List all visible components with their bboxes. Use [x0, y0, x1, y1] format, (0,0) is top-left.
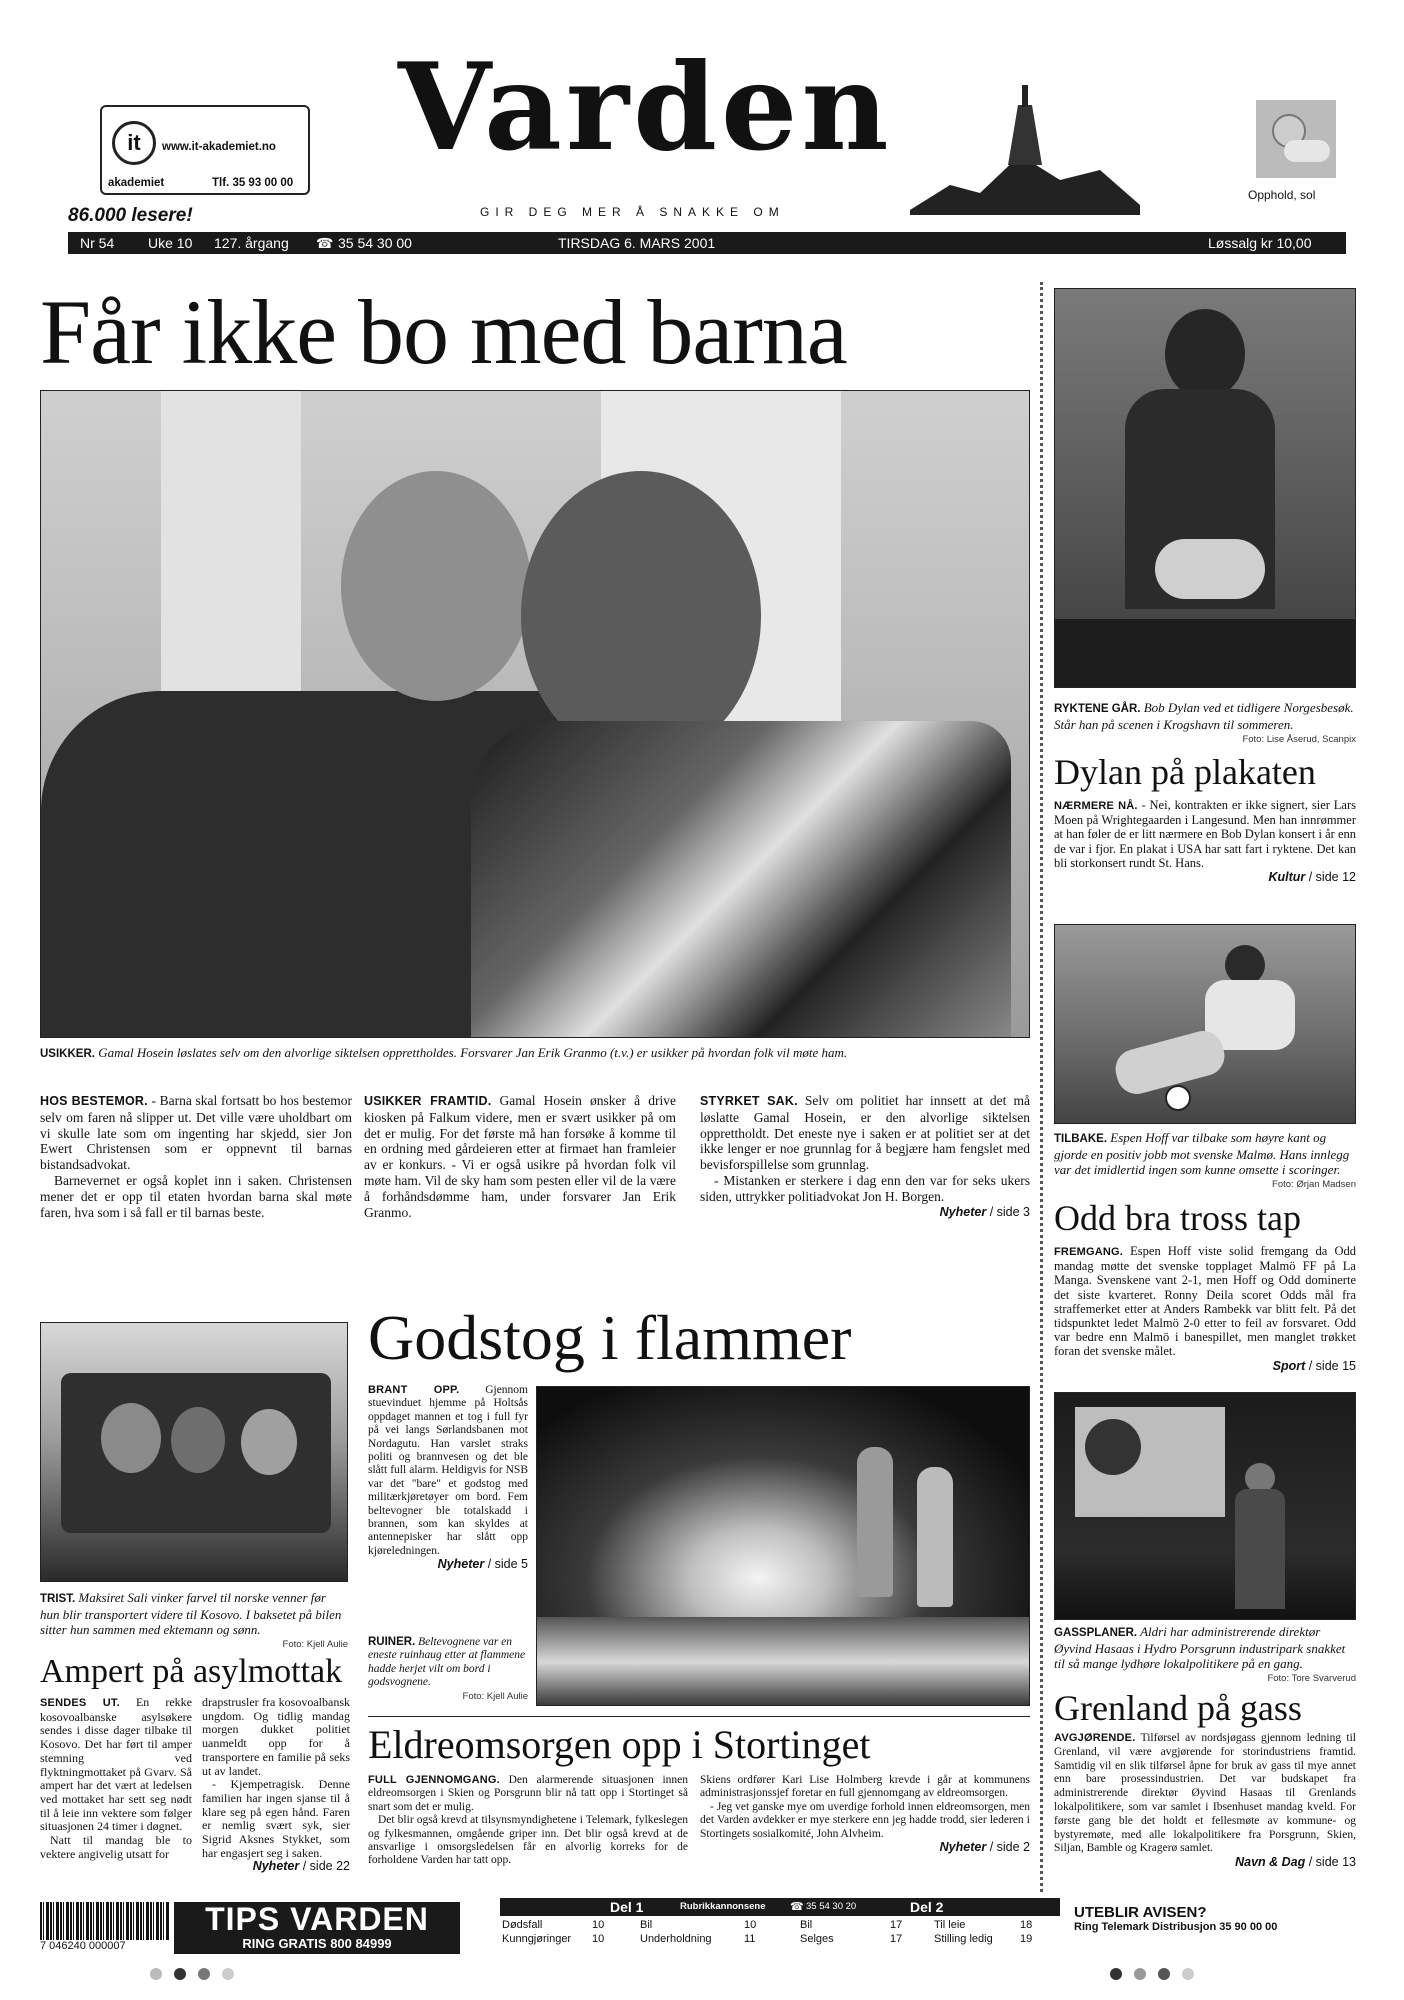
asyl-ref-section: Nyheter [252, 1859, 300, 1874]
toc-row[interactable] [796, 1918, 906, 1932]
toc-label: Underholdning [640, 1933, 712, 1945]
odd-caption [1054, 1130, 1356, 1192]
lead-photo [40, 390, 1030, 1038]
asyl-ref-page: / side 22 [302, 1859, 350, 1874]
toc-group-2 [636, 1918, 760, 1946]
toc-row[interactable] [636, 1932, 760, 1946]
asyl-caption-text: Maksiret Sali vinker farvel til norske venner før hun blir transportert videre til Kosovo. I baksetet på bilen sitter hun sammen med ektemann og sønn. [40, 1590, 342, 1637]
asyl-lead: SENDES UT. [40, 1697, 120, 1709]
lead-col-2 [364, 1093, 676, 1220]
godstog-caption-text: Beltevognene var en eneste ruinhaug etter at flammene hadde herjet vilt om bord i godsvognene. [368, 1636, 526, 1689]
column-divider [1040, 282, 1043, 1892]
eldre-ref-page: / side 2 [989, 1840, 1030, 1855]
registration-marks [150, 1968, 1250, 1984]
issue-volume: 127. årgang [214, 235, 289, 251]
lead-col3-text-b: - Mistanken er sterkere i dag enn den var for seks ukers siden, uttrykker politiadvokat Jon H. Borgen. [700, 1172, 1030, 1204]
gass-photo [1054, 1392, 1356, 1620]
asyl-ref[interactable] [202, 1860, 350, 1874]
barcode [40, 1902, 170, 1952]
lead-col-3 [700, 1093, 1030, 1220]
asyl-credit: Foto: Kjell Aulie [282, 1639, 348, 1650]
odd-headline: Odd bra tross tap [1054, 1198, 1301, 1238]
masthead-title: Varden [398, 37, 893, 178]
issue-date: TIRSDAG 6. MARS 2001 [558, 235, 716, 251]
dylan-headline: Dylan på plakaten [1054, 752, 1316, 792]
dylan-credit: Foto: Lise Åserud, Scanpix [1242, 734, 1356, 745]
ad-url: www.it-akademiet.no [162, 141, 276, 153]
lead-caption [40, 1045, 1030, 1062]
lead-col1-lead: HOS BESTEMOR. [40, 1094, 148, 1108]
tips-sub: RING GRATIS 800 84999 [242, 1936, 392, 1951]
asyl-col1-text-b: Natt til mandag ble to vektere angivelig utsatt for [40, 1833, 192, 1861]
eldre-ref-section: Nyheter [939, 1840, 987, 1855]
toc-page: 10 [744, 1919, 757, 1931]
toc-row[interactable] [930, 1918, 1036, 1932]
lead-headline: Får ikke bo med barna [40, 281, 847, 383]
toc-page: 17 [890, 1919, 903, 1931]
gass-caption-label: GASSPLANER. [1054, 1627, 1138, 1639]
issue-price: Løssalg kr 10,00 [1208, 235, 1312, 251]
godstog-caption [368, 1636, 528, 1703]
dylan-caption-label: RYKTENE GÅR. [1054, 703, 1141, 715]
masthead-slogan: GIR DEG MER Å SNAKKE OM [480, 205, 785, 219]
gass-caption [1054, 1624, 1356, 1686]
eldre-col1-text-b: Det blir også krevd at tilsynsmyndighetene i Telemark, fylkeslegen og fylkesmannen, omgående griper inn. Det blir også krevd at de ansvarlige i omsorgsledelsen får en alvorlig korreks for de forholdene Varden har tatt opp. [368, 1814, 688, 1867]
dylan-ref-page: / side 12 [1308, 870, 1356, 885]
dylan-text: - Nei, kontrakten er ikke signert, sier Lars Moen på Wrightegaarden i Langesund. Men han innrømmer at han føler de er litt nærmere en Bob Dylan konsert i år enn de var i fjor. En plakat i USA har satt fart i ryktene. Det kan bli storkonsert rundt St. Hans. [1054, 798, 1357, 870]
lead-caption-label: USIKKER. [40, 1048, 95, 1060]
gass-text: Tilførsel av nordsjøgass gjennom ledning til Grenland, vil være avgjørende for storindustriens framtid. Samtidig vil en slik tilførsel åpne for bruk av gass til mye annet enn bare prosessindustrien. Det var budskapet fra administrerende direktør Øyvind Hasaas til Grenlands lokalpolitikere, som var samlet i Ibsenhuset mandag kveld. For første gang ble det holdt et fellesmøte av kommune- og bystyremøte, med alle lokalpolitikere fra Porsgrunn, Skien, Siljan, Bamble og Kragerø samlet. [1054, 1732, 1356, 1855]
odd-lead: FREMGANG. [1054, 1246, 1124, 1258]
toc-row[interactable] [498, 1918, 608, 1932]
toc-row[interactable] [498, 1932, 608, 1946]
asyl-col1-text: En rekke kosovoalbanske asylsøkere sendes i disse dager tilbake til Kosovo. Det har ført til amper stemning ved flyktningmottaket på Gvarv. Så ampert har det vært at ledelsen ved mottaket har sett seg nødt til å leie inn vektere som følger situasjonen 24 timer i døgnet. [40, 1695, 193, 1834]
odd-credit: Foto: Ørjan Madsen [1272, 1179, 1356, 1190]
odd-ref[interactable] [1054, 1359, 1356, 1373]
odd-text: Espen Hoff viste solid fremgang da Odd mandag møtte det svenske topplaget Malmö FF på La Manga. Svenskene vant 2-1, men Hoff og Odd dominerte det siste kvarteret. Ronny Deila scoret Odds mål fra straffemerket etter at Anders Rambekk var blitt felt. På det tidspunktet ledet Malmö 2-0 etter to feil av forsvaret. Odd var bedre enn Malmö i banespillet, men manglet trøkket foran det svenske målet. [1054, 1244, 1356, 1359]
toc-label: Bil [800, 1919, 813, 1931]
dylan-photo [1054, 288, 1356, 688]
lead-col3-lead: STYRKET SAK. [700, 1094, 798, 1108]
odd-ref-section: Sport [1272, 1358, 1306, 1373]
eldre-col1-text: Den alarmerende situasjonen innen eldreomsorgen i Skien og Porsgrunn blir nå tatt opp i Stortinget så snart som det er mulig. [368, 1774, 688, 1813]
issue-number: Nr 54 [80, 235, 115, 251]
gass-caption-text: Aldri har administrerende direktør Øyvind Hasaas i Hydro Porsgrunn industripark snakket til så mange lydhøre lokalpolitikere på en gang. [1054, 1624, 1346, 1671]
barcode-number: 7 046240 000007 [40, 1940, 126, 1952]
eldre-ref[interactable] [700, 1841, 1030, 1854]
dylan-lead: NÆRMERE NÅ. [1054, 800, 1138, 812]
godstog-ref-page: / side 5 [487, 1557, 528, 1572]
lead-col1-text: - Barna skal fortsatt bo hos bestemor selv om faren nå slipper ut. Det ville være uholdbart om vi skulle late som om ingenting har skjedd, sier Jon Ewert Christensen som er oppnevnt til barnas bistandsadvokat. [40, 1093, 352, 1173]
lead-caption-text: Gamal Hosein løslates selv om den alvorlige siktelsen opprettholdes. Forsvarer Jan Erik Granmo (t.v.) er usikker på hvordan folk vil møte ham. [98, 1045, 848, 1060]
dylan-text-block [1054, 798, 1356, 884]
lead-ref-page: / side 3 [989, 1204, 1030, 1219]
lead-col2-lead: USIKKER FRAMTID. [364, 1094, 492, 1108]
asyl-col2-text-b: - Kjempetragisk. Denne familien har ingen sjanse til å klare seg på egen hånd. Faren er nemlig svært syk, sier Sigrid Aksnes Stykket, som har engasjert seg i saken. [202, 1777, 350, 1860]
it-logo: it [112, 121, 156, 165]
toc-group-3 [796, 1918, 906, 1946]
odd-caption-label: TILBAKE. [1054, 1133, 1108, 1145]
lead-col2-text: Gamal Hosein ønsker å drive kiosken på Falkum videre, men er svært usikker på om det er mulig. For det første må han forsøke å komme til en ordning med gårdeieren etter at firmaet han framleier av er konkurs. - Vi er også usikre på hvordan folk vil møte ham. Vil de sky ham som pesten eller vil de la være å forhåndsdømme ham, under forsvarer Jan Erik Granmo. [364, 1093, 677, 1220]
eldre-rule [368, 1716, 1030, 1717]
lead-col3-text: Selv om politiet har innsett at det må løslatte Gamal Hosein, er den alvorlige siktelsen opprettholdt. Det eneste nye i saken er at politiet ser at det ikke lenger er noe grunnlag for å begjære ham fengslet med bevisforspillelse som grunnlag. [700, 1093, 1030, 1173]
dylan-ref[interactable] [1054, 870, 1356, 884]
godstog-ref-section: Nyheter [437, 1557, 485, 1572]
toc-label: Til leie [934, 1919, 966, 1931]
dylan-caption [1054, 700, 1356, 747]
issue-week: Uke 10 [148, 235, 193, 251]
toc-del1: Del 1 [610, 1899, 644, 1915]
toc-page: 17 [890, 1933, 903, 1945]
godstog-text: Gjennom stuevinduet hjemme på Holtsås oppdaget mannen et tog i full fyr på vei langs Sørlandsbanen mot Nordagutu. Han varslet straks politi og brannvesen og det ble slått full alarm. Heldigvis for NSB var det "bare" et godstog med militærkjøretøyer om bord. Fem beltevogner ble totalskadd i brannen, som kan skyldes at antennepisker har slått opp kjøreledningen. [368, 1384, 529, 1557]
gass-lead: AVGJØRENDE. [1054, 1732, 1136, 1744]
toc-row[interactable] [796, 1932, 906, 1946]
toc-label: Stilling ledig [934, 1933, 993, 1945]
tips-varden-box[interactable] [174, 1902, 460, 1954]
asyl-col2-text: drapstrusler fra kosovoalbansk ungdom. Og tidlig mandag morgen dukket politiet uanmeldt opp for å transportere en familie på seks ut av landet. [202, 1695, 350, 1778]
toc-page: 11 [744, 1933, 756, 1945]
phone-icon: ☎ [316, 235, 334, 251]
gass-ref-page: / side 13 [1308, 1855, 1356, 1870]
dylan-ref-section: Kultur [1268, 870, 1306, 885]
godstog-caption-label: RUINER. [368, 1636, 416, 1648]
toc-rubrikk: Rubrikkannonsene [680, 1901, 766, 1912]
gass-text-block [1054, 1732, 1356, 1870]
lead-col1-text-b: Barnevernet er også koplet inn i saken. Christensen mener det er opp til etaten hvordan barna skal møte faren, hva som i så fall er til barnas beste. [40, 1172, 352, 1220]
eldre-headline: Eldreomsorgen opp i Stortinget [368, 1722, 871, 1767]
toc-band [500, 1898, 1060, 1916]
godstog-text-block [368, 1384, 528, 1572]
phone-icon: ☎ [790, 1901, 804, 1913]
asyl-caption [40, 1590, 348, 1652]
toc-label: Kunngjøringer [502, 1933, 572, 1945]
toc-page: 18 [1020, 1919, 1033, 1931]
cairn-illustration [910, 75, 1140, 215]
gass-ref-section: Navn & Dag [1235, 1855, 1306, 1870]
godstog-ref[interactable] [368, 1558, 528, 1571]
toc-row[interactable] [636, 1918, 760, 1932]
asyl-col-2 [202, 1696, 350, 1874]
lead-ref[interactable] [700, 1205, 1030, 1221]
issue-band [68, 232, 1346, 254]
toc-label: Bil [640, 1919, 653, 1931]
eldre-col-1 [368, 1774, 688, 1868]
lead-col-1 [40, 1093, 352, 1220]
odd-caption-text: Espen Hoff var tilbake som høyre kant og gjorde en positiv jobb mot svenske Malmø. Hans innlegg var det imidlertid ingen som kunne omsette i scoringer. [1054, 1130, 1350, 1177]
godstog-lead: BRANT OPP. [368, 1384, 460, 1396]
eldre-col2-text: Skiens ordfører Kari Lise Holmberg krevde i går at kommunens administrasjonssjef foretar en full gjennomgang av eldreomsorgen. [700, 1774, 1030, 1800]
uteblir-box[interactable] [1074, 1904, 1364, 1933]
godstog-headline: Godstog i flammer [368, 1302, 852, 1373]
gass-headline: Grenland på gass [1054, 1688, 1302, 1728]
toc-page: 10 [592, 1919, 605, 1931]
uteblir-title: UTEBLIR AVISEN? [1074, 1904, 1207, 1921]
lead-ref-section: Nyheter [939, 1204, 987, 1219]
gass-ref[interactable] [1054, 1856, 1356, 1870]
toc-label: Selges [800, 1933, 834, 1945]
eldre-col2-text-b: - Jeg vet ganske mye om uverdige forhold innen eldreomsorgen, men det Varden avdekker er mye sterkere enn jeg hadde trodd, sier lederen i Stortingets sosialkomité, John Alvheim. [700, 1800, 1030, 1840]
gass-credit: Foto: Tore Svarverud [1267, 1673, 1356, 1684]
odd-text-block [1054, 1244, 1356, 1373]
uteblir-sub: Ring Telemark Distribusjon 35 90 00 00 [1074, 1921, 1278, 1933]
toc-group-4 [930, 1918, 1036, 1946]
ad-phone: Tlf. 35 93 00 00 [212, 177, 294, 189]
readers-count: 86.000 lesere! [68, 205, 193, 226]
toc-page: 19 [1020, 1933, 1033, 1945]
eldre-col-2 [700, 1774, 1030, 1854]
toc-page: 10 [592, 1933, 605, 1945]
weather-text: Opphold, sol [1248, 188, 1316, 202]
odd-photo [1054, 924, 1356, 1124]
asyl-headline: Ampert på asylmottak [40, 1653, 343, 1690]
asyl-col-1 [40, 1696, 192, 1861]
asyl-photo [40, 1322, 348, 1582]
eldre-lead: FULL GJENNOMGANG. [368, 1774, 500, 1786]
toc-label: Dødsfall [502, 1919, 543, 1931]
weather-icon [1256, 100, 1336, 178]
toc-del2: Del 2 [910, 1899, 944, 1915]
godstog-photo [536, 1386, 1030, 1706]
tips-title: TIPS VARDEN [205, 1901, 429, 1937]
toc-group-1 [498, 1918, 608, 1946]
issue-phone: 35 54 30 00 [338, 235, 412, 251]
asyl-caption-label: TRIST. [40, 1593, 76, 1605]
it-akademiet-ad[interactable] [100, 105, 310, 195]
toc-rubrikk-phone: 35 54 30 20 [806, 1901, 857, 1912]
dylan-caption-text: Bob Dylan ved et tidligere Norgesbesøk. Står han på scenen i Krogshavn til sommeren. [1054, 700, 1354, 732]
toc-row[interactable] [930, 1932, 1036, 1946]
odd-ref-page: / side 15 [1308, 1358, 1356, 1373]
godstog-credit: Foto: Kjell Aulie [462, 1690, 528, 1702]
ad-name: akademiet [108, 177, 165, 189]
